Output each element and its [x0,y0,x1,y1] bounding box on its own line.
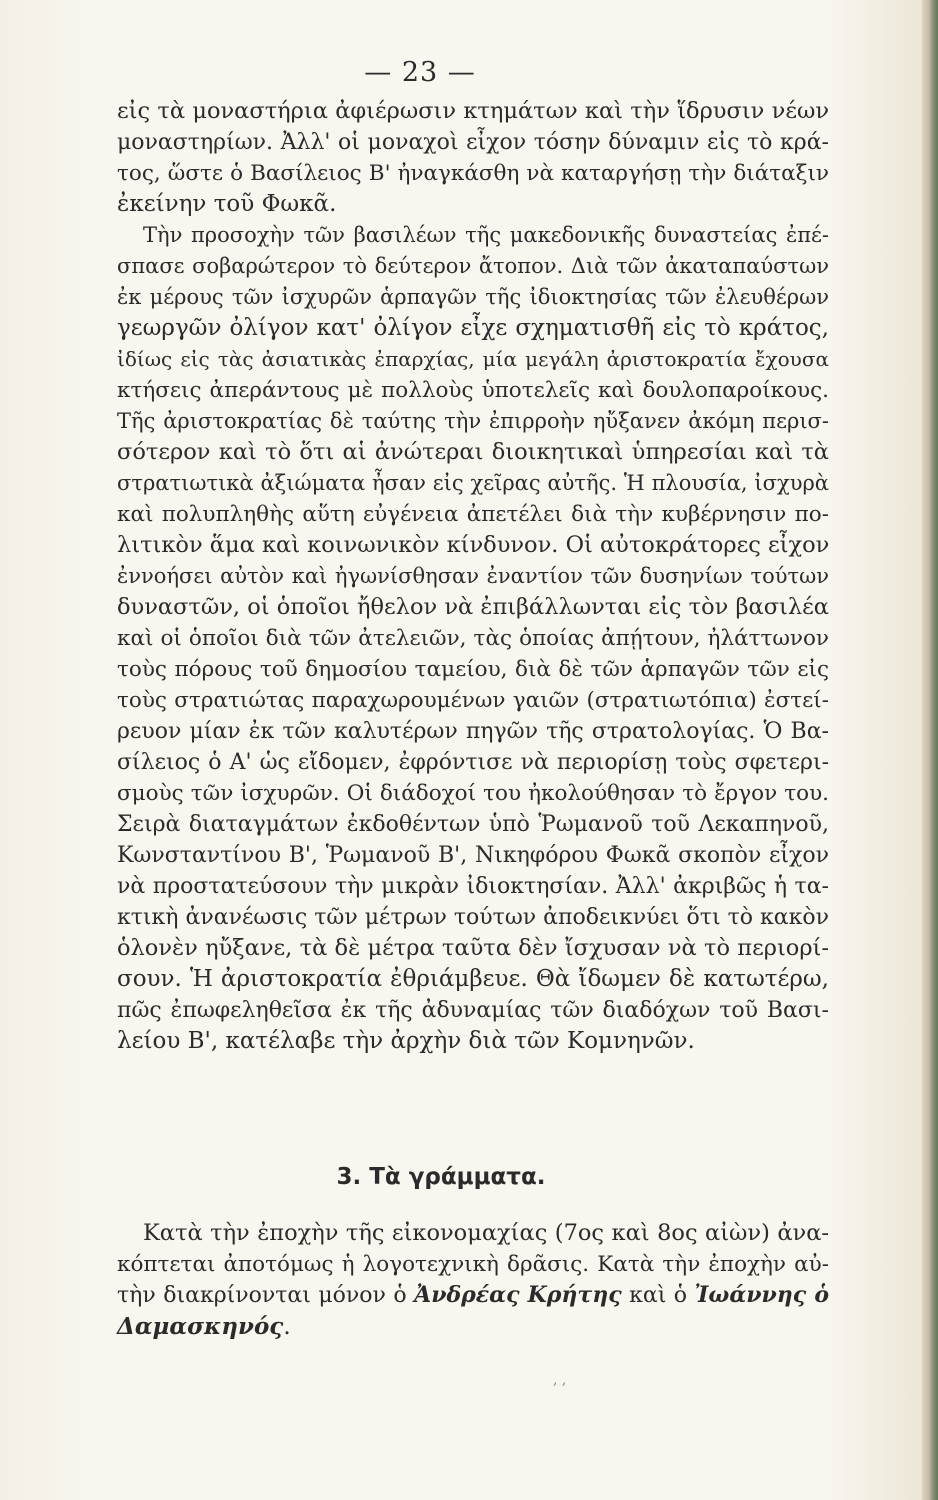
text-line: ἰδίως εἰς τὰς ἀσιατικὰς ἐπαρχίας, μία μεγάλη ἀριστοκρατία ἔχουσα [117,347,829,371]
text-line: ἐκ μέρους τῶν ἰσχυρῶν ἁρπαγῶν τῆς ἰδιοκτησίας τῶν ἐλευθέρων [117,285,829,309]
text-line: καὶ οἱ ὁποῖοι διὰ τῶν ἀτελειῶν, τὰς ὁποίας ἀπῄτουν, ἠλάττωνον [117,626,829,651]
text-line: τοὺς στρατιώτας παραχωρουμένων γαιῶν (στρατιωτόπια) ἐστεί- [117,688,829,713]
text-line: κτήσεις ἀπεράντους μὲ πολλοὺς ὑποτελεῖς καὶ δουλοπαροίκους. [117,378,829,403]
text-line [117,1311,829,1342]
text-line: σμοὺς τῶν ἰσχυρῶν. Οἱ διάδοχοί του ἠκολούθησαν τὸ ἔργον του. [117,781,829,806]
text-line: Τῆς ἀριστοκρατίας δὲ ταύτης τὴν ἐπιρροὴν ηὔξανεν ἀκόμη περισ- [117,409,829,433]
text-line: καὶ πολυπληθὴς αὕτη εὐγένεια ἀπετέλει διὰ τὴν κυβέρνησιν πο- [117,502,829,527]
ink-mark: , , [553,1372,567,1388]
text-line: πῶς ἐπωφεληθεῖσα ἐκ τῆς ἀδυναμίας τῶν διαδόχων τοῦ Βασι- [117,998,829,1023]
text-run: τὴν διακρίνονται μόνον ὁ [117,1283,415,1308]
text-line: Κωνσταντίνου Β', Ῥωμανοῦ Β', Νικηφόρου Φωκᾶ σκοπὸν εἶχον [117,843,829,868]
page-edge [922,0,938,1500]
text-run: καὶ ὁ [621,1283,695,1308]
text-line: Κατὰ τὴν ἐποχὴν τῆς εἰκονομαχίας (7ος καὶ 8ος αἰὼν) ἀνα- [143,1220,829,1246]
text-line: Σειρὰ διαταγμάτων ἐκδοθέντων ὑπὸ Ῥωμανοῦ τοῦ Λεκαπηνοῦ, [117,812,829,837]
main-paragraphs [117,96,829,1057]
author-name: Δαμασκηνός [117,1313,284,1340]
text-line: τος, ὥστε ὁ Βασίλειος Β' ἠναγκάσθη νὰ καταργήσῃ τὴν διάταξιν [117,161,829,186]
text-line: σίλειος ὁ Α' ὡς εἴδομεν, ἐφρόντισε νὰ περιορίσῃ τοὺς σφετερι- [117,750,829,775]
text-line: τοὺς πόρους τοῦ δημοσίου ταμείου, διὰ δὲ τῶν ἁρπαγῶν τῶν εἰς [117,657,829,682]
text-line: σπασε σοβαρώτερον τὸ δεύτερον ἄτοπον. Διὰ τῶν ἀκαταπαύστων [117,254,829,278]
text-line: λείου Β', κατέλαβε τὴν ἀρχὴν διὰ τῶν Κομνηνῶν. [117,1028,695,1054]
text-line: στρατιωτικὰ ἀξιώματα ἦσαν εἰς χεῖρας αὐτῆς. Ἡ πλουσία, ἰσχυρὰ [117,471,829,495]
section-paragraph [117,1218,829,1342]
text-line: ὁλονὲν ηὔξανε, τὰ δὲ μέτρα ταῦτα δὲν ἴσχυσαν νὰ τὸ περιορί- [117,935,829,961]
text-line: σουν. Ἡ ἀριστοκρατία ἐθριάμβευε. Θὰ ἴδωμεν δὲ κατωτέρω, [117,966,829,992]
text-line: ἐννοήσει αὐτὸν καὶ ἠγωνίσθησαν ἐναντίον τῶν δυσηνίων τούτων [117,564,829,588]
text-line [117,1280,829,1311]
text-line: νὰ προστατεύσουν τὴν μικρὰν ἰδιοκτησίαν. Ἀλλ' ἀκριβῶς ἡ τα- [117,874,829,899]
text-line: εἰς τὰ μοναστήρια ἀφιέρωσιν κτημάτων καὶ τὴν ἵδρυσιν νέων [117,98,829,124]
text-run: . [283,1314,291,1340]
text-line: κόπτεται ἀποτόμως ἡ λογοτεχνικὴ δρᾶσις. Κατὰ τὴν ἐποχὴν αὐ- [117,1252,829,1277]
text-line: λιτικὸν ἅμα καὶ κοινωνικὸν κίνδυνον. Οἱ αὐτοκράτορες εἶχον [117,532,830,558]
text-line: Τὴν προσοχὴν τῶν βασιλέων τῆς μακεδονικῆς δυναστείας ἐπέ- [143,223,829,247]
section-heading: 3. Τὰ γράμματα. [336,1164,546,1190]
text-line: ρευον μίαν ἐκ τῶν καλυτέρων πηγῶν τῆς στρατολογίας. Ὁ Βα- [117,719,829,744]
text-line: δυναστῶν, οἱ ὁποῖοι ἤθελον νὰ ἐπιβάλλωνται εἰς τὸν βασιλέα [117,594,829,620]
text-line: γεωργῶν ὀλίγον κατ' ὀλίγον εἶχε σχηματισθῆ εἰς τὸ κράτος, [117,315,829,341]
text-line: ἐκείνην τοῦ Φωκᾶ. [117,191,337,217]
author-name: Ἰωάννης ὁ [694,1282,830,1308]
text-line: σότερον καὶ τὸ ὅτι αἱ ἀνώτεραι διοικητικαὶ ὑπηρεσίαι καὶ τὰ [117,439,829,465]
author-name: Ἀνδρέας Κρήτης [414,1282,622,1308]
page-number: — 23 — [364,57,476,88]
text-line: κτικὴ ἀνανέωσις τῶν μέτρων τούτων ἀποδεικνύει ὅτι τὸ κακὸν [117,905,829,930]
text-line: μοναστηρίων. Ἀλλ' οἱ μοναχοὶ εἶχον τόσην δύναμιν εἰς τὸ κρά- [117,130,829,155]
